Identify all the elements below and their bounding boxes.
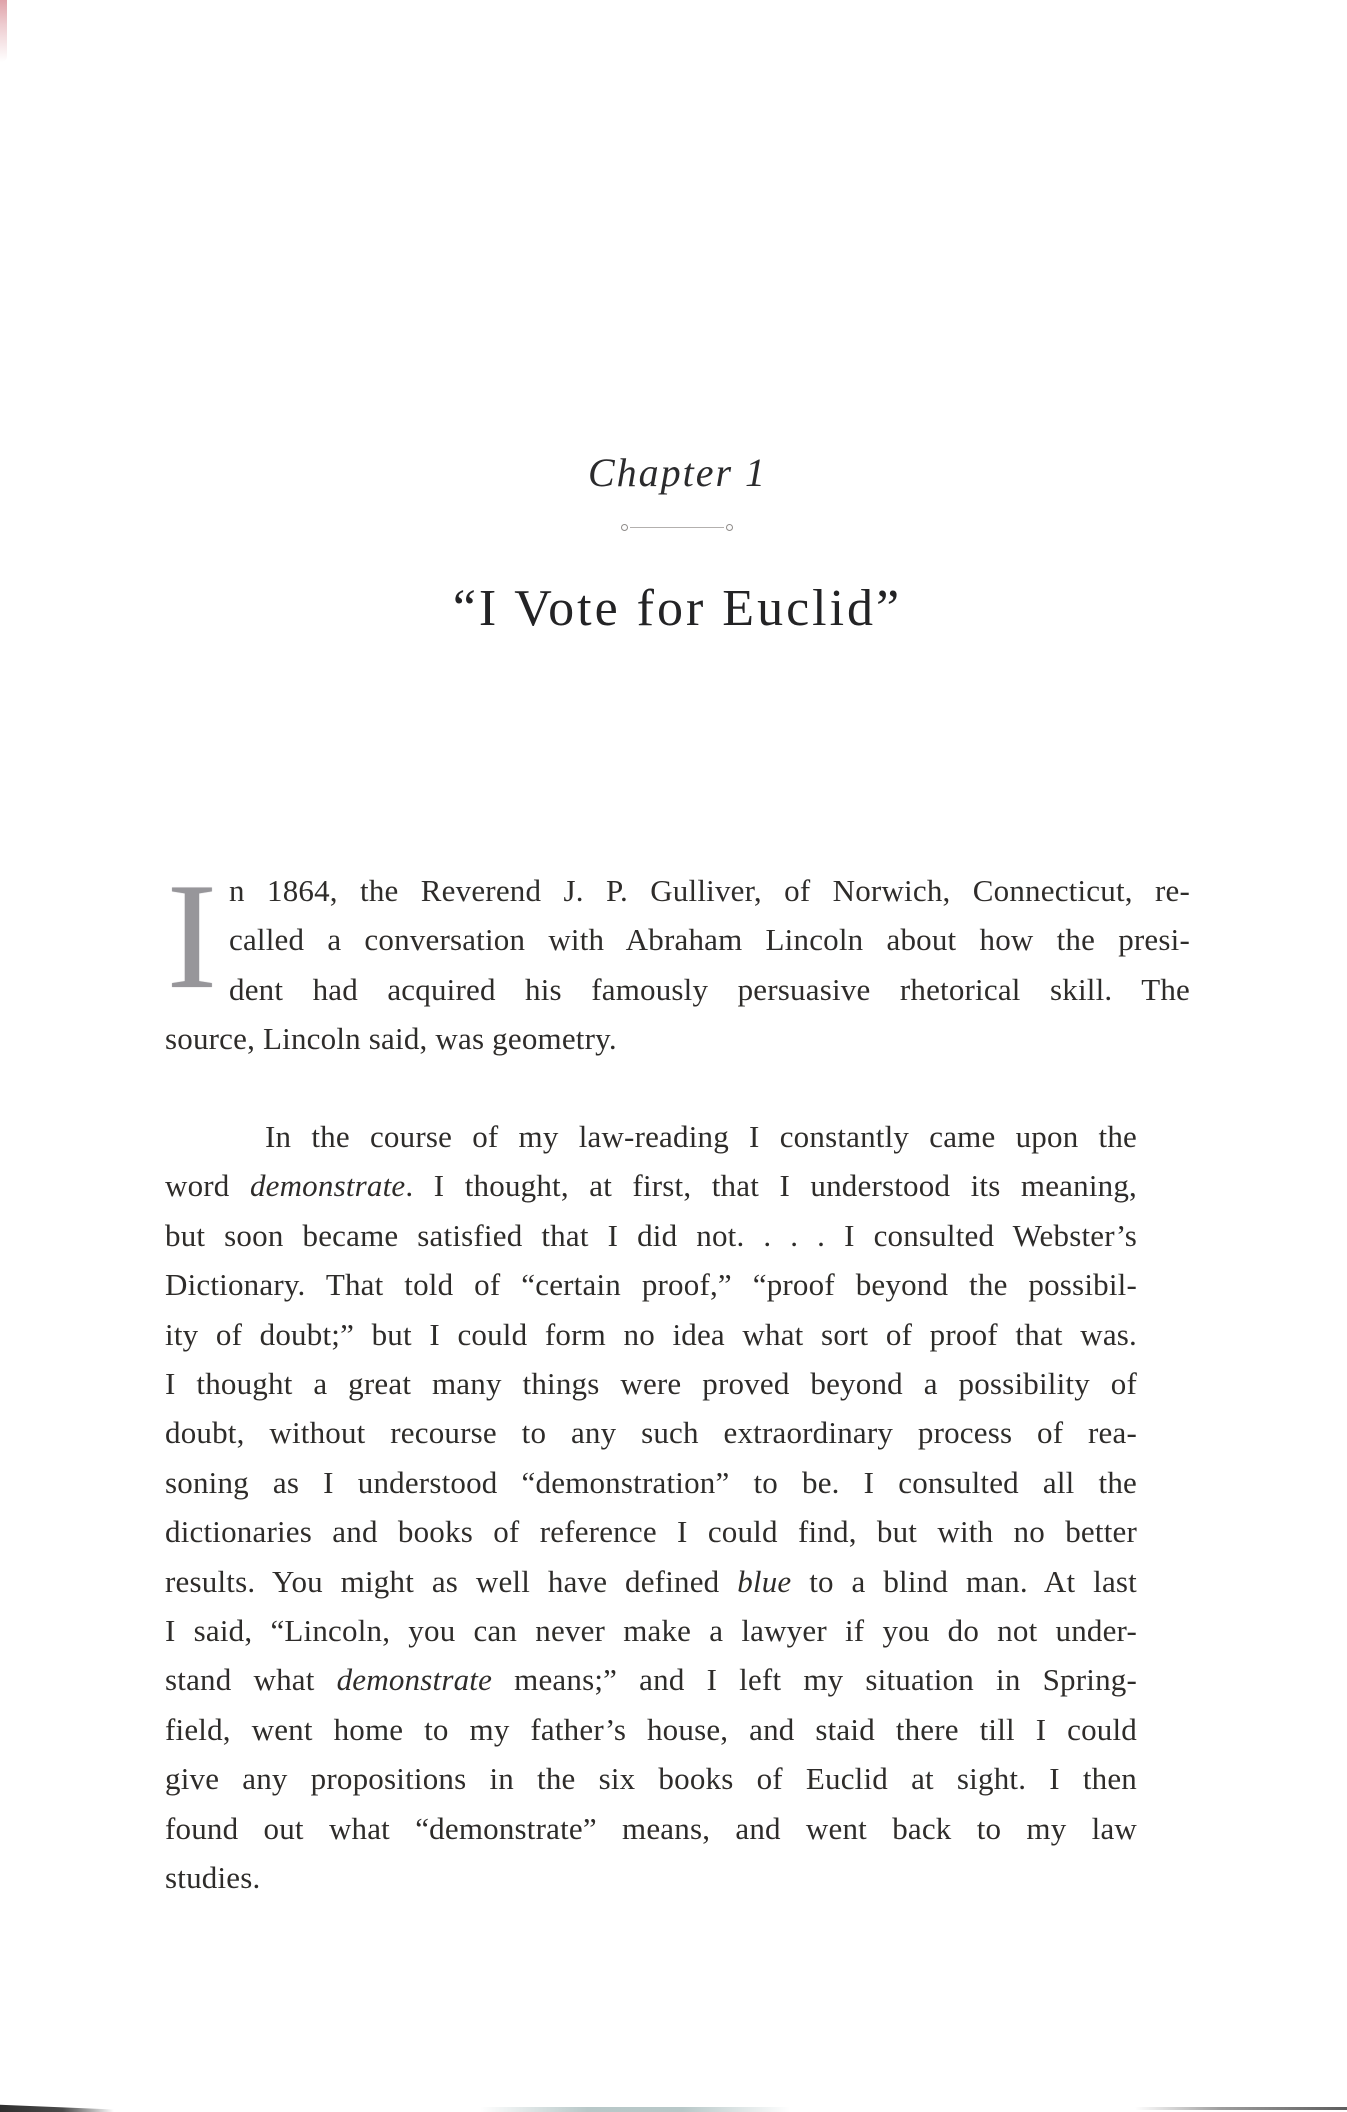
scan-artifact-top-left — [0, 0, 7, 62]
text-line: but soon became satisfied that I did not. . . . I consulted Webster’s — [165, 1217, 1137, 1253]
opening-paragraph-lines — [165, 852, 1190, 1064]
text-line: stand what demonstrate means;” and I left my situation in Spring- — [165, 1662, 1137, 1698]
text-line: doubt, without recourse to any such extraordinary process of rea- — [165, 1415, 1137, 1451]
text-line: dent had acquired his famously persuasive rhetorical skill. The — [229, 971, 1190, 1007]
text-line: dictionaries and books of reference I could find, but with no better — [165, 1514, 1137, 1550]
text-line: Dictionary. That told of “certain proof,” “proof beyond the possibil- — [165, 1267, 1137, 1303]
text-line: studies. — [165, 1860, 261, 1896]
text-line: field, went home to my father’s house, and staid there till I could — [165, 1711, 1137, 1747]
text-line: results. You might as well have defined blue to a blind man. At last — [165, 1563, 1137, 1599]
text-line: give any propositions in the six books of Euclid at sight. I then — [165, 1761, 1137, 1797]
scan-artifact-bottom-right — [1135, 2107, 1347, 2110]
chapter-ornament-divider — [621, 524, 733, 532]
page-title: “I Vote for Euclid” — [452, 580, 903, 637]
lincoln-block-quote — [165, 1112, 1137, 1903]
text-line: source, Lincoln said, was geometry. — [165, 1021, 617, 1057]
text-line: called a conversation with Abraham Lincoln about how the presi- — [229, 922, 1190, 958]
text-line: ity of doubt;” but I could form no idea what sort of proof that was. — [165, 1316, 1137, 1352]
text-line: I said, “Lincoln, you can never make a lawyer if you do not under- — [165, 1613, 1137, 1649]
text-line: found out what “demonstrate” means, and went back to my law — [165, 1810, 1137, 1846]
ornament-rule — [630, 527, 724, 528]
text-line: I thought a great many things were proved beyond a possibility of — [165, 1366, 1137, 1402]
chapter-heading: Chapter 1 — [587, 450, 768, 495]
text-line: soning as I understood “demonstration” to be. I consulted all the — [165, 1464, 1137, 1500]
text-line: n 1864, the Reverend J. P. Gulliver, of Norwich, Connecticut, re- — [229, 873, 1190, 908]
text-line: word demonstrate. I thought, at first, that I understood its meaning, — [165, 1168, 1137, 1204]
drop-cap: I — [166, 852, 218, 1020]
text-line: In the course of my law-reading I constantly came upon the — [265, 1119, 1137, 1154]
scan-artifact-bottom-center — [480, 2107, 790, 2112]
opening-paragraph — [165, 852, 1190, 1064]
scan-artifact-bottom-left — [0, 2104, 114, 2112]
